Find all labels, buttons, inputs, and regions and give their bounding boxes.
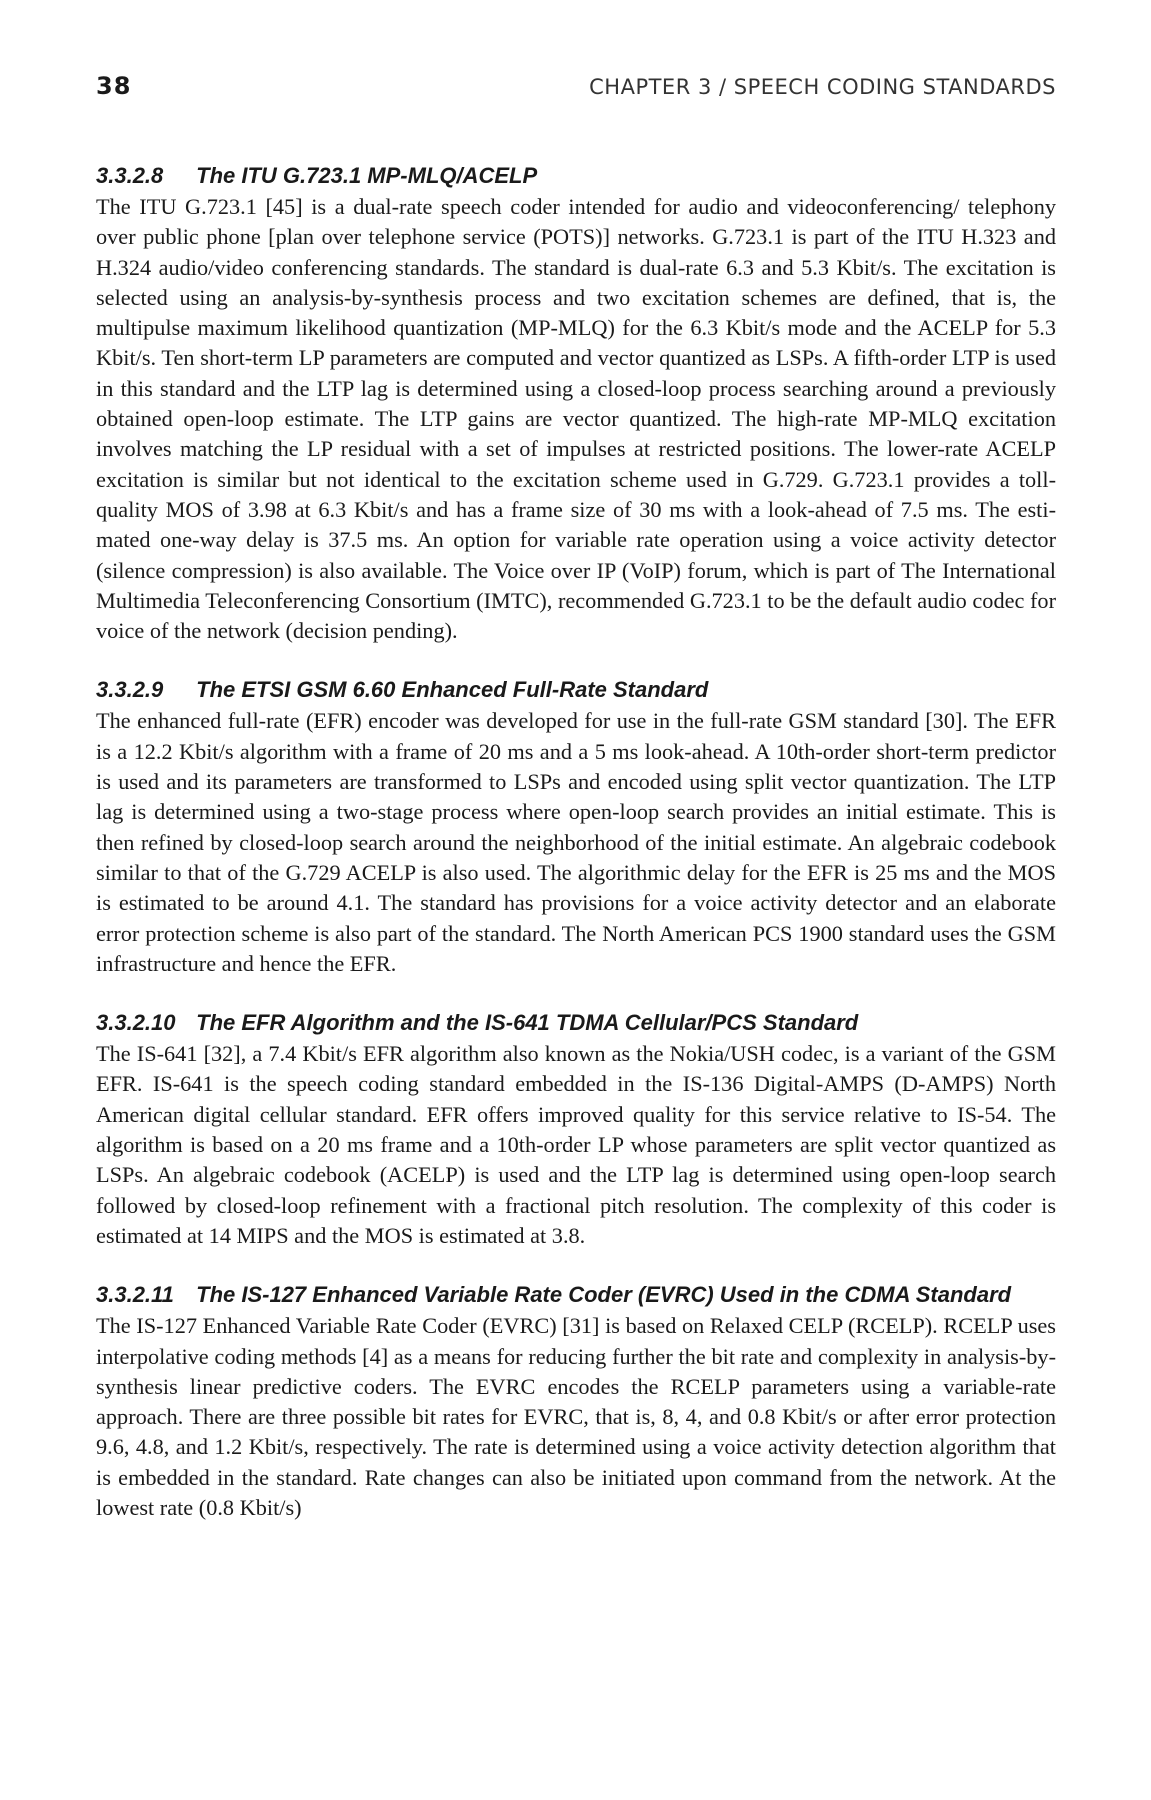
chapter-title: CHAPTER 3 / SPEECH CODING STANDARDS <box>589 75 1056 99</box>
section-3-3-2-8 <box>96 162 1056 646</box>
section-body: The enhanced full-rate (EFR) encoder was developed for use in the full-rate GSM standard [30]. The EFR is a 12.2 Kbit/s algorithm with a frame of 20 ms and a 5 ms look-ahead. A 10th-order short-term predictor is used and its parameters are transformed to LSPs and encoded using split vector quantization. The LTP lag is determined using a two-stage process where open-loop search provides an initial estimate. This is then refined by closed-loop search around the neighborhood of the initial estimate. An algebraic codebook similar to that of the G.729 ACELP is also used. The algorithmic delay for the EFR is 25 ms and the MOS is estimated to be around 4.1. The standard has provisions for a voice activity detector and an elaborate error protection scheme is also part of the standard. The North American PCS 1900 standard uses the GSM infrastructure and hence the EFR. <box>96 708 1056 976</box>
section-3-3-2-10 <box>96 1009 1056 1251</box>
section-number: 3.3.2.9 <box>96 677 164 703</box>
book-page <box>96 72 1056 1553</box>
section-heading <box>96 1009 1056 1037</box>
section-body: The ITU G.723.1 [45] is a dual-rate speech coder intended for audio and videoconferencing/ telephony over public phone [plan over telephone service (POTS)] networks. G.723.1 is part of the ITU H.323 and H.324 audio/video conferencing standards. The standard is dual-rate 6.3 and 5.3 Kbit/s. The excitation is selected using an analysis-by-synthesis process and two excitation schemes are defined, that is, the multipulse maximum likelihood quantization (MP-MLQ) for the 6.3 Kbit/s mode and the ACELP for 5.3 Kbit/s. Ten short-term LP parameters are computed and vector quantized as LSPs. A fifth-order LTP is used in this standard and the LTP lag is determined using a closed-loop process searching around a previously obtained open-loop estimate. The LTP gains are vector quantized. The high-rate MP-MLQ excitation involves matching the LP residual with a set of impulses at restricted positions. The lower-rate ACELP excitation is similar but not identical to the excitation scheme used in G.729. G.723.1 provides a toll-quality MOS of 3.98 at 6.3 Kbit/s and has a frame size of 30 ms with a look-ahead of 7.5 ms. The estimated one-way delay is 37.5 ms. An option for variable rate operation using a voice activity detector (silence compression) is also available. The Voice over IP (VoIP) forum, which is part of The International Multimedia Teleconferencing Consortium (IMTC), recommended G.723.1 to be the default audio codec for voice of the network (decision pending). <box>96 194 1056 644</box>
section-number: 3.3.2.8 <box>96 163 164 188</box>
running-header <box>96 72 1056 100</box>
page-number: 38 <box>96 72 132 100</box>
section-3-3-2-9 <box>96 676 1056 979</box>
section-title: The ETSI GSM 6.60 Enhanced Full-Rate Standard <box>196 677 709 703</box>
section-body: The IS-641 [32], a 7.4 Kbit/s EFR algorithm also known as the Nokia/USH codec, is a variant of the GSM EFR. IS-641 is the speech coding standard embedded in the IS-136 Digital-AMPS (D-AMPS) North American digital cellular standard. EFR offers improved quality for this service relative to IS-54. The algorithm is based on a 20 ms frame and a 10th-order LP whose parameters are split vector quantized as LSPs. An algebraic codebook (ACELP) is used and the LTP lag is determined using open-loop search followed by closed-loop refinement with a fractional pitch resolution. The complexity of this coder is estimated at 14 MIPS and the MOS is estimated at 3.8. <box>96 1041 1056 1248</box>
section-number: 3.3.2.10 <box>96 1010 176 1036</box>
section-heading <box>96 676 1056 704</box>
section-heading <box>96 1281 1056 1309</box>
section-3-3-2-11 <box>96 1281 1056 1523</box>
section-body: The IS-127 Enhanced Variable Rate Coder (EVRC) [31] is based on Relaxed CELP (RCELP). RCELP uses interpolative coding methods [4] as a means for reducing further the bit rate and complexity in analysis-by-synthesis linear predictive coders. The EVRC encodes the RCELP parameters using a variable-rate approach. There are three possible bit rates for EVRC, that is, 8, 4, and 0.8 Kbit/s or after error protection 9.6, 4.8, and 1.2 Kbit/s, respectively. The rate is determined using a voice activity detection algorithm that is embedded in the standard. Rate changes can also be initiated upon command from the network. At the lowest rate (0.8 Kbit/s) <box>96 1313 1056 1520</box>
section-title: The IS-127 Enhanced Variable Rate Coder (EVRC) Used in the CDMA Standard <box>196 1282 1012 1308</box>
section-number: 3.3.2.11 <box>96 1282 174 1308</box>
section-title: The EFR Algorithm and the IS-641 TDMA Cellular/PCS Standard <box>196 1010 859 1036</box>
section-heading <box>96 162 1056 190</box>
section-title: The ITU G.723.1 MP-MLQ/ACELP <box>196 163 538 188</box>
